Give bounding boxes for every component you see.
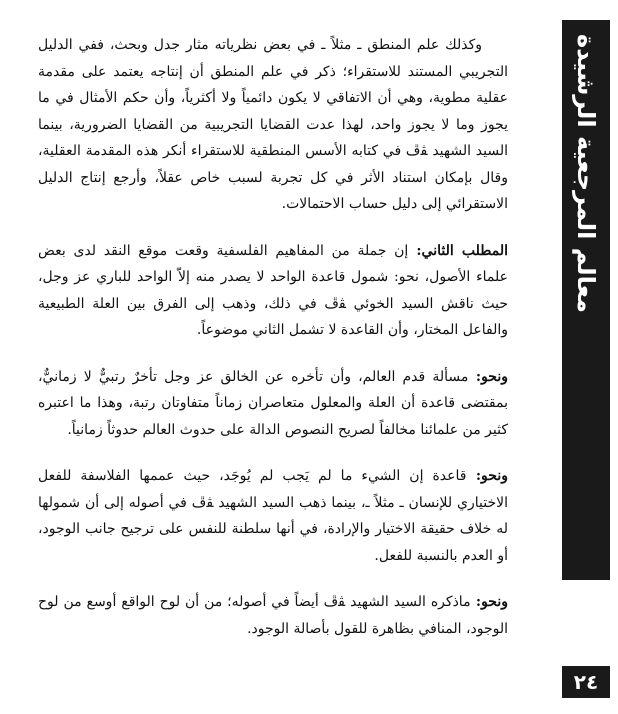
paragraph-example-2: [38, 463, 508, 569]
paragraph-example-3: [38, 589, 508, 642]
paragraph-label: ونحو:: [470, 594, 509, 610]
page-number: ٢٤: [562, 666, 610, 698]
paragraph-label: المطلب الثاني:: [408, 242, 508, 259]
paragraph-label: ونحو:: [466, 468, 508, 484]
paragraph-second-topic: [38, 238, 508, 344]
paragraph-intro: [38, 32, 508, 218]
chapter-sidebar: [562, 20, 610, 580]
paragraph-example-1: [38, 364, 508, 444]
paragraph-text: ماذكره السيد الشهيد ﭭﭮ أيضاً في أصوله؛ من أن لوح الواقع أوسع من لوح الوجود، المنافي بظاهرة للقول بأصالة الوجود.: [38, 594, 508, 637]
paragraph-text: مسألة قدم العالم، وأن تأخره عن الخالق عز وجل تأخرٌ رتبيٌّ لا زمانيٌّ، بمقتضى قاعدة أن العلة والمعلول متعاصران زماناً متفاوتان رتبة، وهذا ما اعتبره كثير من علمائنا مخالفاً لصريح النصوص الدالة على حدوث العالم حدوثاً زمانياً.: [38, 368, 508, 438]
paragraph-label: ونحو:: [468, 368, 508, 385]
page-content: [38, 32, 508, 662]
paragraph-text: إن جملة من المفاهيم الفلسفية وقعت موقع النقد لدى بعض علماء الأصول، نحو: شمول قاعدة الواحد لا يصدر منه إلاّ الواحد للباري عز وجل، حيث ناقش السيد الخوئي ﭭﭮ في ذلك، وذهب إلى الفرق بين العلة الطبيعية والفاعل المختار، وأن القاعدة لا تشمل الثاني موضوعاً.: [38, 242, 508, 338]
paragraph-text: قاعدة إن الشيء ما لم يَجب لم يُوجَد، حيث عممها الفلاسفة للفعل الاختياري للإنسان ـ مثلاً ـ، بينما ذهب السيد الشهيد ﭭﭮ في أصوله إلى أن شمولها له خلاف حقيقة الاختيار والإرادة، في أنها سلطنة للنفس على ترجيح جانب الوجود، أو العدم بالنسبة للفعل.: [38, 468, 508, 564]
paragraph-text: وكذلك علم المنطق ـ مثلاً ـ في بعض نظرياته مثار جدل وبحث، ففي الدليل التجريبي المستند للاستقراء؛ ذكر في علم المنطق أن إنتاجه يعتمد على مقدمة عقلية مطوية، وهي أن الاتفاقي لا يكون دائمياً ولا أكثرياً، وأن حكم الأمثال في ما يجوز وما لا يجوز واحد، لهذا عدت القضايا التجريبية من القضايا الضرورية، بينما السيد الشهيد ﭭﭮ في كتابه الأسس المنطقية للاستقراء أنكر هذه المقدمة العقلية، وقال بإمكان استناد الأثر في كل تجربة لسبب خاص عقلاً، وأرجع إنتاج الدليل الاستقرائي إلى دليل حساب الاحتمالات.: [38, 37, 508, 212]
book-title: معالم المرجعية الرشيدة: [572, 34, 600, 314]
